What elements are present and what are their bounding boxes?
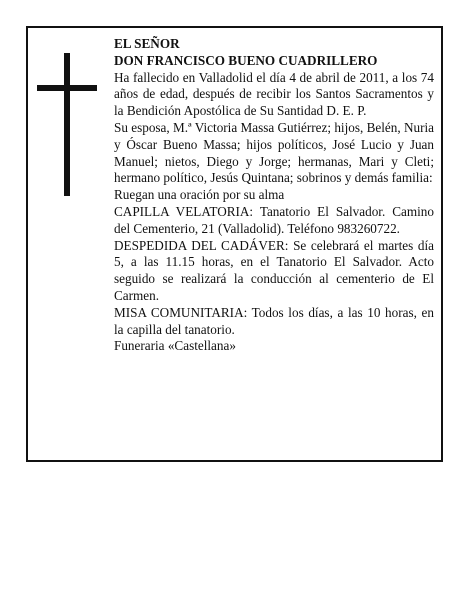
wake-chapel-paragraph: CAPILLA VELATORIA: Tanatorio El Salvador. Camino del Cementerio, 21 (Valladolid). Teléfono 983260722.	[114, 203, 434, 236]
cross-icon	[64, 53, 70, 196]
funeral-home-line: Funeraria «Castellana»	[114, 338, 236, 354]
family-paragraph: Su esposa, M.ª Victoria Massa Gutiérrez; hijos, Belén, Nuria y Óscar Bueno Massa; hijos políticos, José Lucio y Juan Manuel; nietos, Diego y Jorge; hermanas, Mari y Cleti; hermano político, Jesús Quintana; sobrinos y demás familia:	[114, 119, 434, 186]
death-notice-paragraph: Ha fallecido en Valladolid el día 4 de abril de 2011, a los 74 años de edad, después de recibir los Santos Sacramentos y la Bendición Apostólica de Su Santidad D. E. P.	[114, 69, 434, 119]
cross-icon-bar	[37, 85, 97, 91]
prayer-line: Ruegan una oración por su alma	[114, 187, 285, 203]
obituary-text	[114, 36, 434, 355]
heading-title: EL SEÑOR	[114, 36, 180, 51]
deceased-name: DON FRANCISCO BUENO CUADRILLERO	[114, 52, 378, 68]
farewell-paragraph: DESPEDIDA DEL CADÁVER: Se celebrará el martes día 5, a las 11.15 horas, en el Tanatorio El Salvador. Acto seguido se realizará la conducción al cementerio de El Carmen.	[114, 237, 434, 303]
mass-paragraph: MISA COMUNITARIA: Todos los días, a las 10 horas, en la capilla del tanatorio.	[114, 304, 434, 337]
